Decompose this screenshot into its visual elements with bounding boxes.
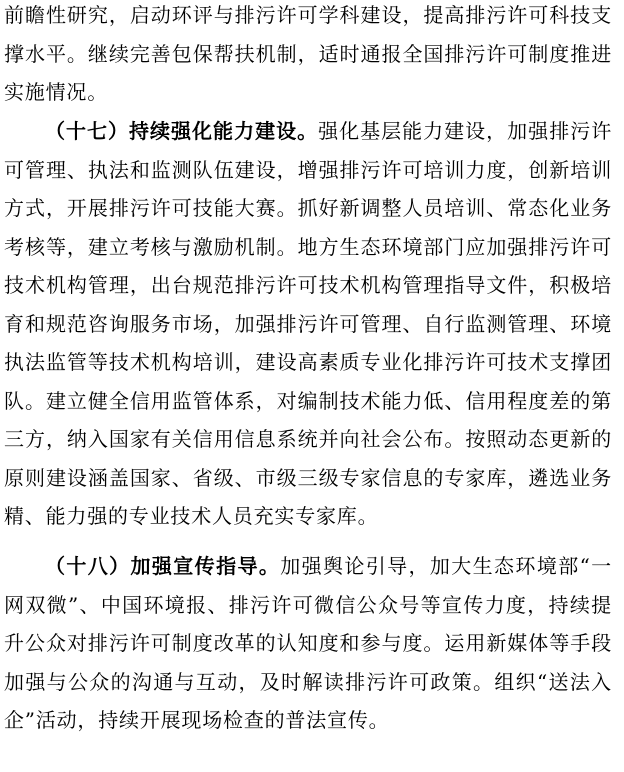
section-heading: （十八）加强宣传指导。 — [45, 554, 281, 578]
paragraph-section-17 — [4, 112, 612, 536]
paragraph-body: 强化基层能力建设，加强排污许可管理、执法和监测队伍建设，增强排污许可培训力度，创新培训方式，开展排污许可技能大赛。抓好新调整人员培训、常态化业务考核等，建立考核与激励机制。地方生态环境部门应加强排污许可技术机构管理，出台规范排污许可技术机构管理指导文件，积极培育和规范咨询服务市场，加强排污许可管理、自行监测管理、环境执法监管等技术机构培训，建设高素质专业化排污许可技术支撑团队。建立健全信用监管体系，对编制技术能力低、信用程度差的第三方，纳入国家有关信用信息系统并向社会公布。按照动态更新的原则建设涵盖国家、省级、市级三级专家信息的专家库，遴选业务精、能力强的专业技术人员充实专家库。 — [4, 119, 613, 528]
paragraph-section-18 — [4, 547, 612, 740]
paragraph-continuation — [4, 0, 612, 112]
section-heading: （十七）持续强化能力建设。 — [45, 119, 319, 143]
paragraph-body: 前瞻性研究，启动环评与排污许可学科建设，提高排污许可科技支撑水平。继续完善包保帮扶机制，适时通报全国排污许可制度推进实施情况。 — [4, 3, 612, 104]
paragraph-body: 加强舆论引导，加大生态环境部“一网双微”、中国环境报、排污许可微信公众号等宣传力度，持续提升公众对排污许可制度改革的认知度和参与度。运用新媒体等手段加强与公众的沟通与互动，及时解读排污许可政策。组织“送法入企”活动，持续开展现场检查的普法宣传。 — [4, 554, 612, 732]
